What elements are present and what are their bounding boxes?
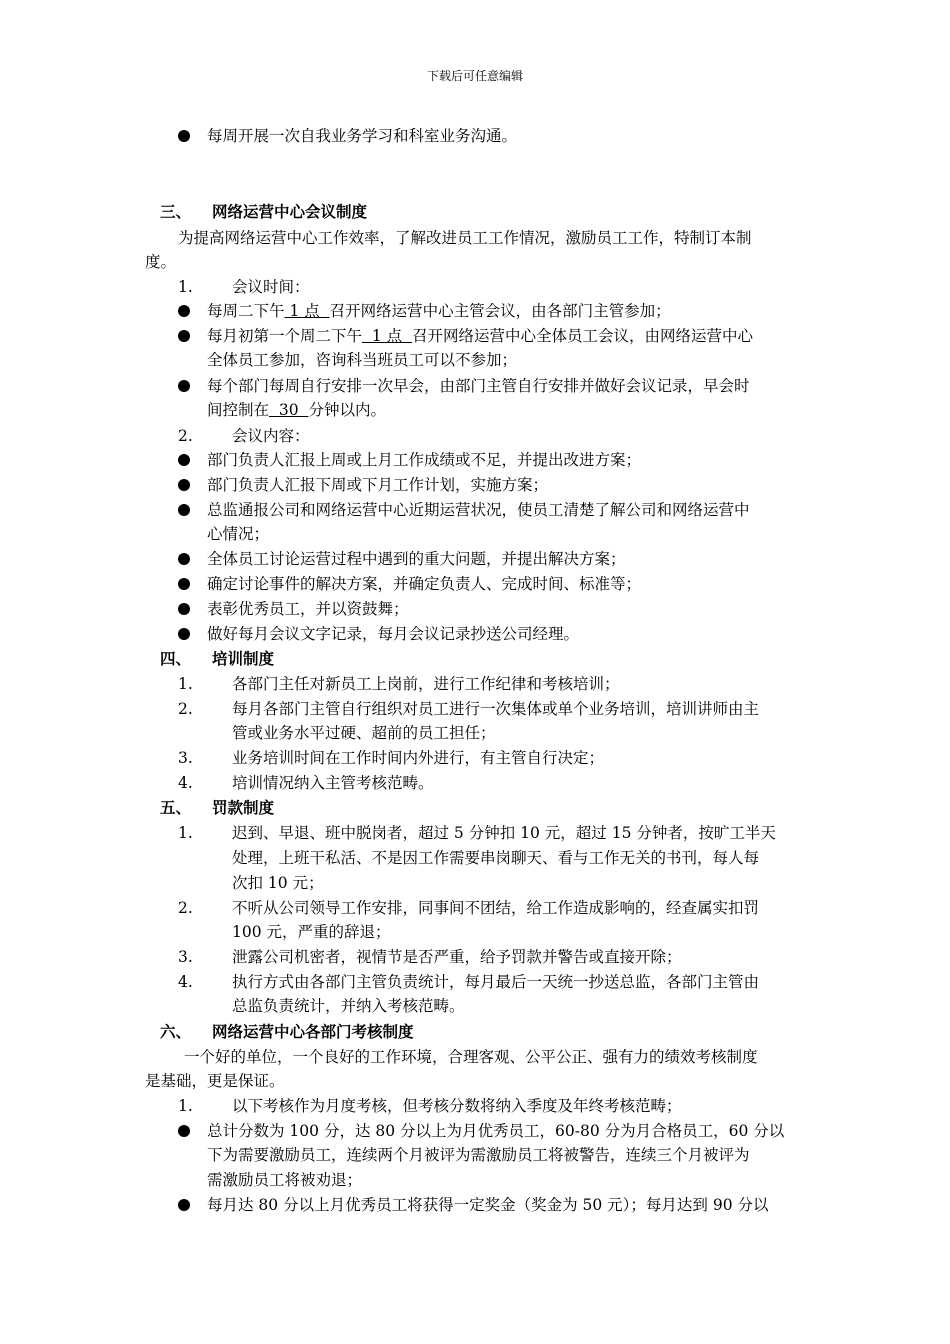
list-item-text: 泄露公司机密者，视情节是否严重，给予罚款并警告或直接开除； bbox=[232, 948, 682, 966]
text-run: 间控制在 bbox=[207, 401, 270, 419]
list-item-text: 总监通报公司和网络运营中心近期运营状况，使员工清楚了解公司和网络运营中 bbox=[207, 501, 750, 519]
paragraph-line: 度。 bbox=[145, 253, 177, 271]
list-item-text: 每个部门每周自行安排一次早会，由部门主管自行安排并做好会议记录，早会时 bbox=[207, 377, 750, 395]
bullet-icon bbox=[178, 454, 190, 466]
underlined-value: 1 点 bbox=[284, 302, 330, 320]
section-number: 六、 bbox=[160, 1022, 192, 1041]
list-item-text: 表彰优秀员工，并以资鼓舞； bbox=[207, 600, 409, 618]
page-header: 下载后可任意编辑 bbox=[426, 69, 523, 83]
list-item-text bbox=[207, 400, 386, 420]
list-item-text: 每月各部门主管自行组织对员工进行一次集体或单个业务培训，培训讲师由主 bbox=[232, 700, 760, 718]
bullet-icon bbox=[178, 1125, 190, 1137]
list-item-text: 全体员工参加，咨询科当班员工可以不参加； bbox=[207, 351, 518, 369]
list-item-text: 确定讨论事件的解决方案，并确定负责人、完成时间、标准等； bbox=[207, 575, 642, 593]
underlined-value: 1 点 bbox=[362, 327, 413, 345]
list-item-text: 管或业务水平过硬、超前的员工担任； bbox=[232, 724, 496, 742]
list-item-text: 心情况； bbox=[207, 525, 270, 543]
list-item-text: 以下考核作为月度考核，但考核分数将纳入季度及年终考核范畴； bbox=[232, 1097, 682, 1115]
list-number: 1. bbox=[178, 675, 193, 693]
bullet-icon bbox=[178, 479, 190, 491]
list-item-text: 处理，上班干私活、不是因工作需要串岗聊天、看与工作无关的书刊，每人每 bbox=[232, 849, 760, 867]
list-number: 3. bbox=[178, 948, 193, 966]
list-item-text: 部门负责人汇报下周或下月工作计划，实施方案； bbox=[207, 476, 549, 494]
list-item-text: 业务培训时间在工作时间内外进行，有主管自行决定； bbox=[232, 749, 605, 767]
list-item-text: 总计分数为 100 分，达 80 分以上为月优秀员工，60-80 分为月合格员工，60 分以 bbox=[207, 1122, 785, 1140]
list-number: 4. bbox=[178, 973, 193, 991]
section-heading: 罚款制度 bbox=[212, 798, 275, 817]
bullet-icon bbox=[178, 380, 190, 392]
list-number: 4. bbox=[178, 774, 193, 792]
section-heading: 网络运营中心会议制度 bbox=[212, 202, 368, 221]
list-item-text: 总监负责统计，并纳入考核范畴。 bbox=[232, 997, 465, 1015]
list-number: 1. bbox=[178, 278, 193, 296]
section-number: 五、 bbox=[160, 798, 192, 817]
section-heading: 网络运营中心各部门考核制度 bbox=[212, 1022, 414, 1041]
bullet-icon bbox=[178, 1199, 190, 1211]
text-run: 每月初第一个周二下午 bbox=[207, 327, 363, 345]
list-item-text: 会议时间： bbox=[232, 278, 310, 296]
section-number: 四、 bbox=[160, 649, 192, 668]
section-heading: 培训制度 bbox=[212, 649, 275, 668]
bullet-icon bbox=[178, 504, 190, 516]
list-item-text: 迟到、早退、班中脱岗者，超过 5 分钟扣 10 元，超过 15 分钟者，按旷工半天 bbox=[232, 824, 776, 842]
underlined-value: 30 bbox=[269, 401, 309, 419]
list-item-text: 需激励员工将被劝退； bbox=[207, 1171, 363, 1189]
list-item-text: 100 元，严重的辞退； bbox=[232, 923, 391, 941]
bullet-icon bbox=[178, 628, 190, 640]
paragraph-line: 为提高网络运营中心工作效率，了解改进员工工作情况，激励员工工作，特制订本制 bbox=[178, 229, 752, 247]
list-number: 2. bbox=[178, 700, 193, 718]
list-item-text: 每月达 80 分以上月优秀员工将获得一定奖金（奖金为 50 元）；每月达到 90 分以 bbox=[207, 1196, 769, 1214]
paragraph-line: 是基础，更是保证。 bbox=[145, 1072, 285, 1090]
list-item-text bbox=[207, 326, 753, 346]
bullet-icon bbox=[178, 603, 190, 615]
bullet-icon bbox=[178, 553, 190, 565]
list-number: 3. bbox=[178, 749, 193, 767]
list-item-text: 下为需要激励员工，连续两个月被评为需激励员工将被警告，连续三个月被评为 bbox=[207, 1146, 750, 1164]
list-item-text: 部门负责人汇报上周或上月工作成绩或不足，并提出改进方案； bbox=[207, 451, 642, 469]
bullet-icon bbox=[178, 578, 190, 590]
list-item-text: 全体员工讨论运营过程中遇到的重大问题，并提出解决方案； bbox=[207, 550, 626, 568]
paragraph-line: 每周开展一次自我业务学习和科室业务沟通。 bbox=[207, 127, 518, 145]
text-run: 每周二下午 bbox=[207, 302, 285, 320]
bullet-icon bbox=[178, 130, 190, 142]
text-run: 召开网络运营中心全体员工会议，由网络运营中心 bbox=[412, 327, 754, 345]
list-item-text: 各部门主任对新员工上岗前，进行工作纪律和考核培训； bbox=[232, 675, 620, 693]
list-item-text: 会议内容： bbox=[232, 427, 310, 445]
list-number: 1. bbox=[178, 824, 193, 842]
text-run: 分钟以内。 bbox=[308, 401, 386, 419]
list-number: 2. bbox=[178, 427, 193, 445]
list-item-text bbox=[207, 301, 671, 321]
paragraph-line: 一个好的单位，一个良好的工作环境，合理客观、公平公正、强有力的绩效考核制度 bbox=[184, 1048, 758, 1066]
section-number: 三、 bbox=[160, 202, 192, 221]
list-item-text: 次扣 10 元； bbox=[232, 874, 324, 892]
bullet-icon bbox=[178, 305, 190, 317]
text-run: 召开网络运营中心主管会议，由各部门主管参加； bbox=[329, 302, 671, 320]
list-item-text: 做好每月会议文字记录，每月会议记录抄送公司经理。 bbox=[207, 625, 580, 643]
list-item-text: 培训情况纳入主管考核范畴。 bbox=[232, 774, 434, 792]
bullet-icon bbox=[178, 330, 190, 342]
list-number: 2. bbox=[178, 899, 193, 917]
list-item-text: 执行方式由各部门主管负责统计，每月最后一天统一抄送总监，各部门主管由 bbox=[232, 973, 760, 991]
list-number: 1. bbox=[178, 1097, 193, 1115]
list-item-text: 不听从公司领导工作安排，同事间不团结，给工作造成影响的，经查属实扣罚 bbox=[232, 899, 760, 917]
